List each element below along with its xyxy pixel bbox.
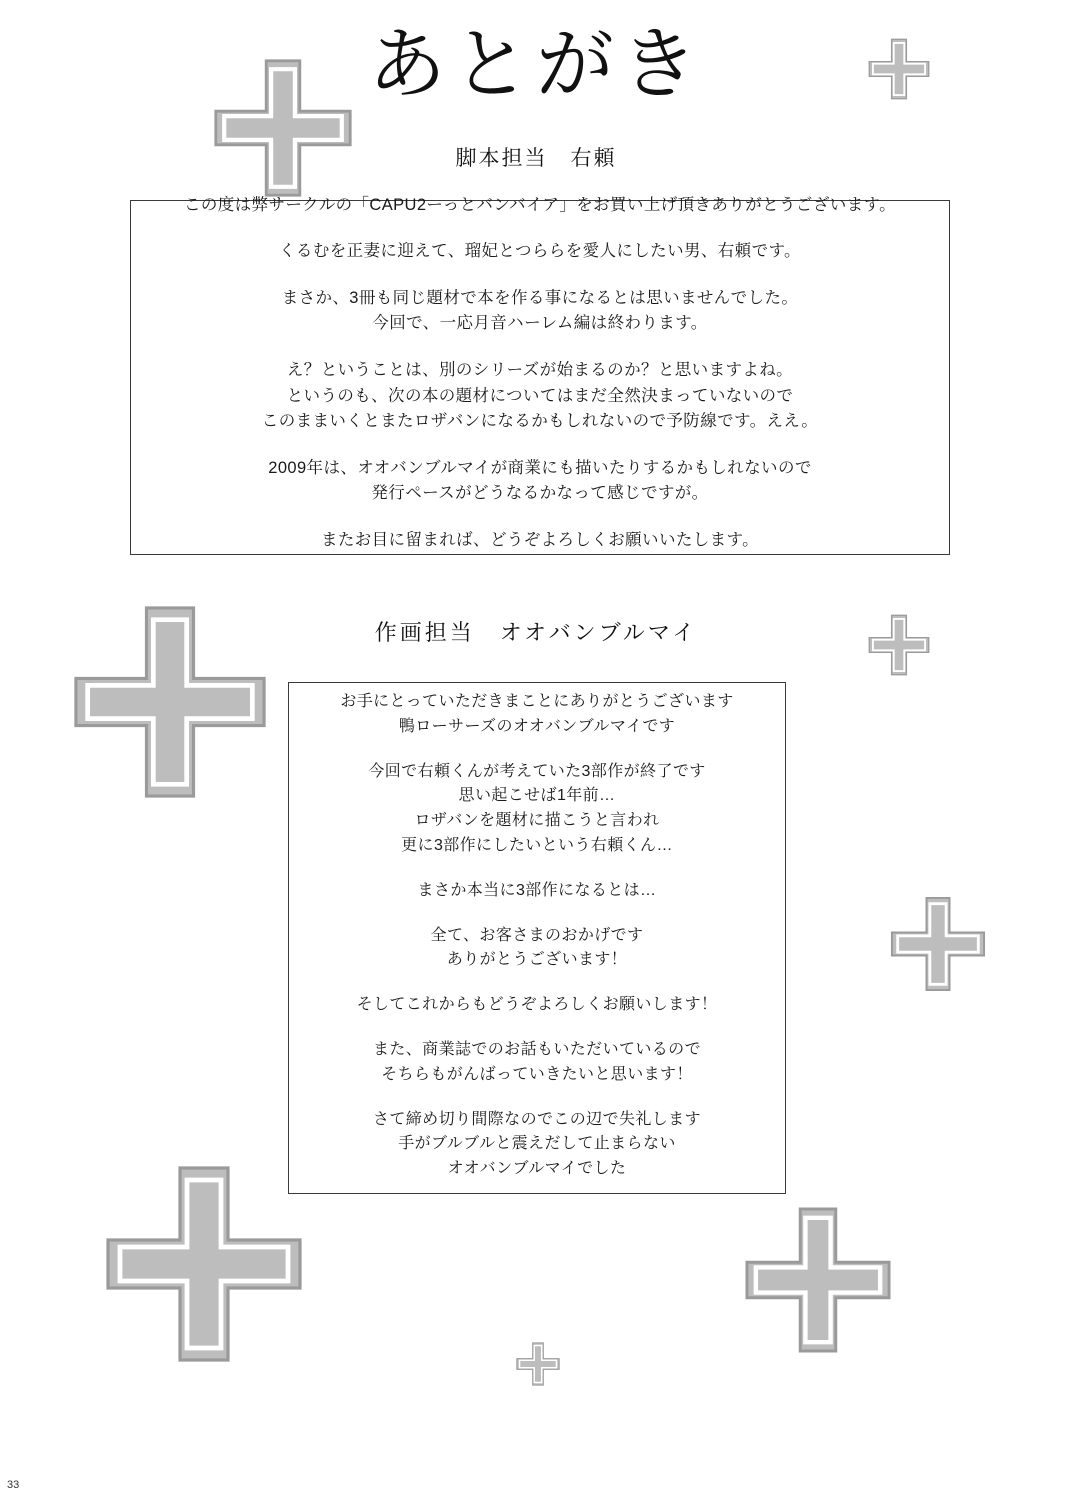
paragraph: くるむを正妻に迎えて、瑠妃とつららを愛人にしたい男、右頼です。 [279,242,801,261]
cross-icon-right [890,896,986,992]
paragraph: お手にとっていただきまことにありがとうございます 鴨ローサーズのオオバンブルマイです [340,693,734,735]
paragraph: まさか本当に3部作になるとは… [417,881,657,899]
paragraph: さて締め切り間際なのでこの辺で失礼します 手がブルブルと震えだして止まらない オオバンブルマイでした [372,1110,701,1178]
paragraph: まさか、3冊も同じ題材で本を作る事になるとは思いませんでした。 今回で、一応月音ハーレム編は終わります。 [281,288,799,333]
page-number: 33 [7,1479,20,1491]
paragraph: そしてこれからもどうぞよろしくお願いします！ [356,996,718,1014]
page-title: あとがき [367,20,704,110]
cross-icon-bottom-left [104,1164,304,1364]
paragraph: 2009年は、オオバンブルマイが商業にも描いたりするかもしれないので 発行ペースがどうなるかなって感じですが。 [268,458,812,503]
section-heading-artist: 作画担当 オオバンブルマイ [374,620,698,645]
paragraph: 全て、お客さまのおかげです ありがとうございます！ [430,926,644,969]
afterword-text-writer [131,195,949,554]
paragraph: また、商業誌でのお話もいただいているので そちらもがんばっていきたいと思います！ [372,1041,701,1083]
afterword-box-artist [288,682,786,1194]
paragraph: 今回で右頼くんが考えていた3部作が終了です 思い起こせば1年前… ロザバンを題材に描こうと言われ 更に3部作にしたいという右頼くん… [368,762,706,855]
afterword-text-artist [289,683,785,1193]
paragraph: またお目に留まれば、どうぞよろしくお願いいたします。 [320,530,760,549]
afterword-box-writer [130,195,950,555]
cross-icon-bottom-center [516,1342,560,1386]
paragraph: この度は弊サークルの「CAPU2ーっとバンバイア」をお買い上げ頂きありがとうございます。 [184,195,896,214]
section-heading-writer: 脚本担当 右頼 [455,147,617,170]
paragraph: え？ということは、別のシリーズが始まるのか？と思いますよね。 というのも、次の本の題材についてはまだ全然決まっていないので このままいくとまたロザバンになるかもしれないので予防線です。ええ。 [261,360,819,431]
cross-icon-bottom-right [744,1206,892,1354]
